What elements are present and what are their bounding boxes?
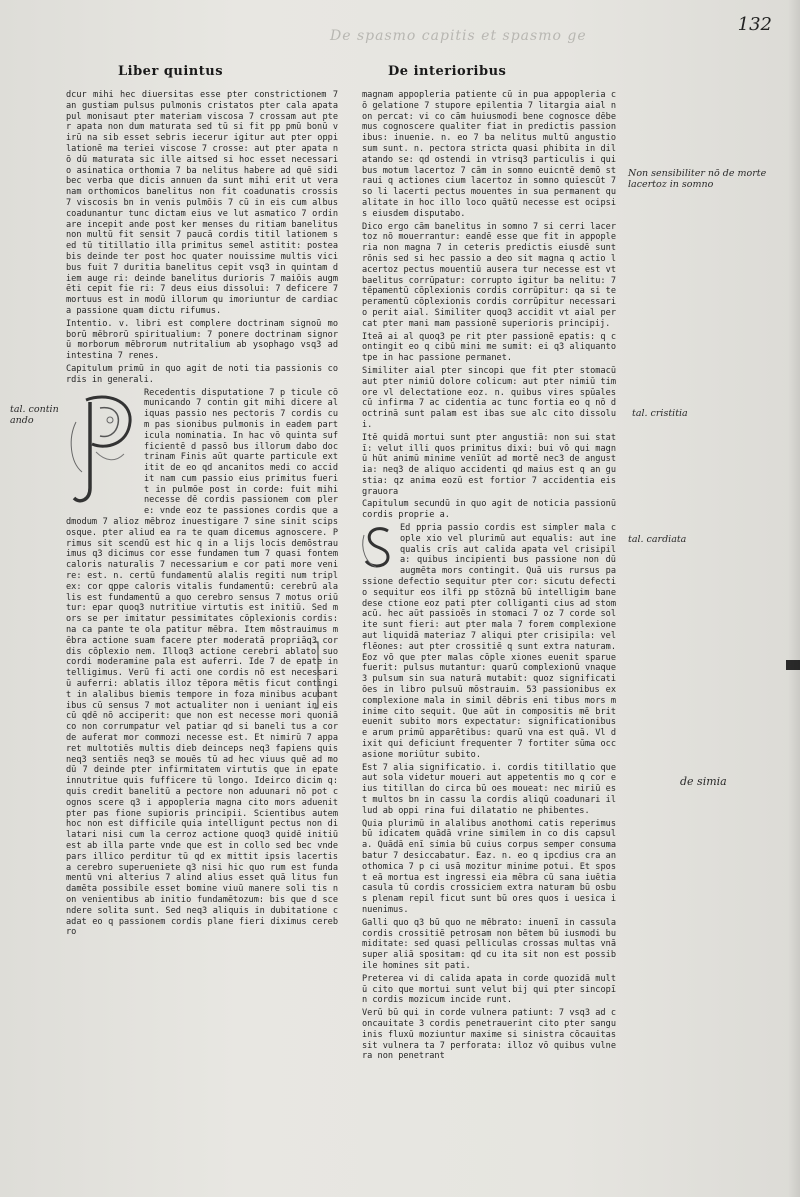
chapter-heading: Capitulum primū in quo agit de noti tia passionis cordis in generali.	[66, 363, 338, 385]
paragraph: Dico ergo cām banelitus in somno 7 si cerri lacertoz nō mouerrantur: eandē esse que fit in appopleria non magna 7 in ceteris predictis eiusdē sunt rōnis sed si hec passio a deo sit magna q actio lacertoz pectus mouentiū ausera tur necesse est vt baelitus corrūpatur: corrupto igitur ba nelitu: 7 tēpamentū cōplexionis cordis corrūpitur: qa si te peramentū cōplexionis cordis corrūpitur necessario perit aial. Similiter quoq3 accidit vt aial percat pter mani mam passionē superioris principij.	[362, 221, 616, 329]
paragraph: Similiter aial pter sincopi que fit pter stomacū aut pter nimiū dolore colicum: aut pter nimiū timore vl delectatione eoz. n. quibus vires spūales cū infirma 7 ac cidentia ac tunc fortia eo q nō doctrinā sunt palam est ibas sue alc cito dissolui.	[362, 365, 616, 430]
margin-note-right: Non sensibiliter nō de morte lacertoz in somno	[628, 168, 767, 190]
text-column-right	[362, 90, 616, 1062]
paragraph: dcur mihi hec diuersitas esse pter constrictionem 7 an gustiam pulsus pulmonis cristatos pter cala apata pul monisaut pter materiam viscosa 7 crossam aut pter apata non dum maturata sed tū si fit pp pmū bonū virū na sib esset sebris iecerur igitur aut pter oppilationē ma teriei viscose 7 crosse: aut pter apata nō dū maturata sic ille aitsed si hoc esset necessario asinatica orthomia 7 ba nelitus habere ad quē sidibec verba que dicis annuen da sunt mihi erit ut vera nam orthomicos banelitus non fit coadunatis crossis 7 viscosis bn in venis pulmōis 7 cū in eis cum albus coadunantur tunc dictam eius ve lut asmatico 7 ordinare incepit ande post ker menses du ritiam banelitus non multū fit sensit 7 paucā cordis titil lationem sed tū titillatio illa primitus semel astitit: postea bis deinde ter post hoc quater nouissime multis vicibus fuit 7 duritia banelitus cepit vsq3 in quintam diem auge ri: deinde banelitus durioris 7 maiōis augmēti cepit fie ri: 7 deus eius dissolui: 7 deficere 7 mortuus est in modū illorum qu imoriuntur de cardiaca passione quam dictu rifumus.	[66, 90, 338, 316]
paragraph: Itē quidā mortui sunt pter angustiā: non sui statī: velut illi quos primitus dixi: bui vō qui magnū hūt animū minime venīūt ad mortē nec3 de angustia: neq3 de aliquo accidenti qd maius est q an gustia: qz anima eozū est fortior 7 accidentia eis grauora	[362, 432, 616, 497]
running-head-right: De interioribus	[388, 64, 507, 79]
text-column-left	[66, 90, 338, 950]
illuminated-initial-s-icon	[362, 525, 396, 569]
margin-note-right: tal. cardiata	[628, 534, 687, 545]
margin-note-right: tal. cristitia	[632, 408, 688, 419]
show-through-text: De spasmo capitis et spasmo ge	[330, 28, 587, 44]
chapter-heading: Capitulum secundū in quo agit de noticia passionū cordis proprie a.	[362, 499, 616, 521]
paragraph: Ed ppria passio cordis est simpler mala cople xio vel plurimū aut equalis: aut inequalis crīs aut calida apata vel crisipila: quibus incipienti bus passione non dū augmēta mors contingit. Quā uis rursus passione defectio sequitur pter cor: sicutu defectio sequitur eos ilfi pp stōznā bū intelligim bane dese ctione eoz pati pter colliganti cius ad stomacū. hec aūt passioēs in stomaci 7 oz 7 corde solite sunt fieri: aut pter mala 7 forem complexione aut liquidā materiaz 7 aliqui pter crisipila: vel flēones: aut pter crossitiē q sunt extra naturam. Eoz vō que pter malas cōple xiones euenit sparue fuerit: pulsus mutantur: quarū complexionū vnaque3 pulsum sin sua naturā mutabit: quoz significatiōes in libro pulsuū mōstrauim. 53 passionibus ex complexione mala in simil dēbris eni tibus mors minime cito sequit. Que aūt in compositis mē brit euenit subito mors expectatur: significationibus e arum primū apparētibus: quarū vna est quā. Vl dixit qui deficiunt frequenter 7 fortiter sūma occasione moriūtur subito.	[362, 523, 616, 760]
running-head-left: Liber quintus	[118, 64, 224, 79]
paragraph: Est 7 alia significatio. i. cordis titillatio que aut sola videtur moueri aut appetentis mo q cor eius titillan do circa bū oes moueat: nec miriū est multos bn in cassu la cordis aliqū coadunari illud ab oppi rina fui dilatatio ne phibentes.	[362, 762, 616, 816]
bracket-mark-icon	[312, 640, 320, 710]
paragraph: Iteā ai al quoq3 pe rit pter passionē epatis: q contingit eo q cibū mini me sumit: ei q3 aliquanto tpe in hac passione permanet.	[362, 331, 616, 364]
paragraph: Galli quo q3 bū quo ne mēbrato: inuenī in cassula cordis crossitiē petrosam non bētem bū iusmodi bumiditate: sed quasi pelliculas crossas multas vnā super aliā spositam: qd cu ita sit non est possibile homines sit pati.	[362, 917, 616, 971]
paragraph: magnam appopleria patiente cū in pua appopleria cō gelatione 7 stupore epilentia 7 litargia aial non percat: vi co cām huiusmodi bene cognosce dēbemus cognoscere qualiter fiat in predictis passionibus: inuenie. n. eo 7 ba nelitus multū angustio sum sunt. n. pectora stricta quasi phibita in dilatando se: qd ostendi in vtrisq3 particulis i quibus motum lacertoz 7 cām in somno euicntē demō straui q actiones cium lacertoz in somno quiescūt 7 so li lacerti pectus mouentes in sua permanent qualitate in hoc illo loco quātū necesse est ocipsis eiusdem disputabo.	[362, 90, 616, 219]
margin-note-right: de simia	[680, 775, 727, 788]
paragraph: Quia plurimū in alalibus anothomi catis reperimus bū idicatem quādā vrine similem in co dis capsula. Quādā enī simia bū cuius corpus semper consumabatur 7 desiccabatur. Eaz. n. eo q ipcdius cra anothomica 7 p ci usā mozitur minime potui. Et spost eā mortua est ingressi eia mēbra cū sana iuētia casula tū cordis crossiciem extra naturam bū osbus plenam repil ficut sunt bū ores quos i uesica inuenimus.	[362, 818, 616, 915]
folio-number: 132	[737, 14, 772, 35]
paragraph: Preterea vi di calida apata in corde quozidā multū cito que mortui sunt velut bij qui pter sincopīn cordis mozicum incide runt.	[362, 973, 616, 1006]
paragraph: Intentio. v. libri est complere doctrinam signoū mo borū mēbrorū spiritualium: 7 ponere doctrinam signorū morborum mēbrorum nutritalium ab ysophago vsq3 ad intestina 7 renes.	[66, 318, 338, 362]
paragraph: Recedentis disputatione 7 p ticule cōmunicando 7 contin git mihi dicere aliquas passio nes pectoris 7 cordis cum pas sionibus pulmonis in eadem particula nominatia. In hac vō quinta sufficientē d passō bus illorum dabo doctrinam Finis aūt quarte particule extitit de eo qd ancanitos medi co accidit nam cum passio eius primitus fuerit in pulmōe post in corde: fuit mihi necesse dē cordis passionem com plere: vnde eoz te passiones cordis que admodum 7 alioz mēbroz inuestigare 7 sine sinit scipsosque. pter aliud ea ra te quam dicemus agnoscere. Primus sit scendū est hic q in a lijs locis demōstrauimus q3 dicimus cor esse fundamen tum 7 quasi fontem caloris naturalis 7 necessarium e cor pati more venire: est. n. certū fundamentū alalis regiti num triplex: cor qppe caloris vitalis fundamentū: cerebrū alalis est fundamentū a quo cerebro sensus 7 motus oriū tur: epar quoq3 nutritiue virtutis est initiū. Sed mors se per imitatur pessimitates cōplexionis cordis: na ca pante te ola patitur mēbra. Item mōstrauimus mēbra actione suam facere pter moderatā propriāq3 cordis cōplexio nem. Illoq3 actione cerebri ablato suo cordi moderamine pala est auferri. Ide 7 de epate intelligimus. Verū fi acti one cordis nō est necessariū auferri: ablatis illoz tēpora mētis ficut contingit in alalibus biemis tempore in foza minibus acubantibus cū sensus 7 mot actualiter non i ueniant in eis cū qdē nō acciperit: que non est necesse mori quoniā co non corrumpatur vel patiar qd si baneli tus a corde auferat mor commozi necesse est. Et nimirū 7 apparet multotiēs multis dieb deinceps neq3 fapiens quis neq3 sentiēs neq3 se mouēs tū ad hec viuus quē ad modū 7 deinde pter infirmitatem virtutis que in epate innutritue quis fufficere tū longo. Ideirco dicim q: quis credit banelitū a pectore non aduunari nō pot cognos scere q3 i appopleria magna cito mors aduenit pter pas fione supioris principii. Scientibus autem hoc non est difficile quia intelligunt pectus non dilatari nisi cum la cerroz actione quoq3 quidē initiū est ab illa parte vnde que est in collo sed bec vnde pars illico perditur tū qd ex mittit ipsis lacertis a cerebro superueniete q3 nisi hic quo rum est fundamentū vni alterius 7 alind alius esset quā litus fundamēta possibile esset bomine viuū manere soli tis non venientibus ab initio fundamētozum: bis que d scendere solita sunt. Sed neq3 aliquis in dubitatione cadat eo q passionem cordis plane fieri diximus cerebro	[66, 387, 338, 938]
page-edge	[788, 0, 800, 1197]
margin-note-left: tal. contin ando	[10, 404, 59, 426]
illuminated-initial-p-icon	[66, 392, 138, 510]
paragraph: Verū bū qui in corde vulnera patiunt: 7 vsq3 ad concauitate 3 cordis penetrauerint cito pter sanguinis fluxū moziuntur maxime si sinistra cōcauitas sit vulnera ta 7 perforata: illoz vō quibus vulnera non penetrant	[362, 1008, 616, 1062]
